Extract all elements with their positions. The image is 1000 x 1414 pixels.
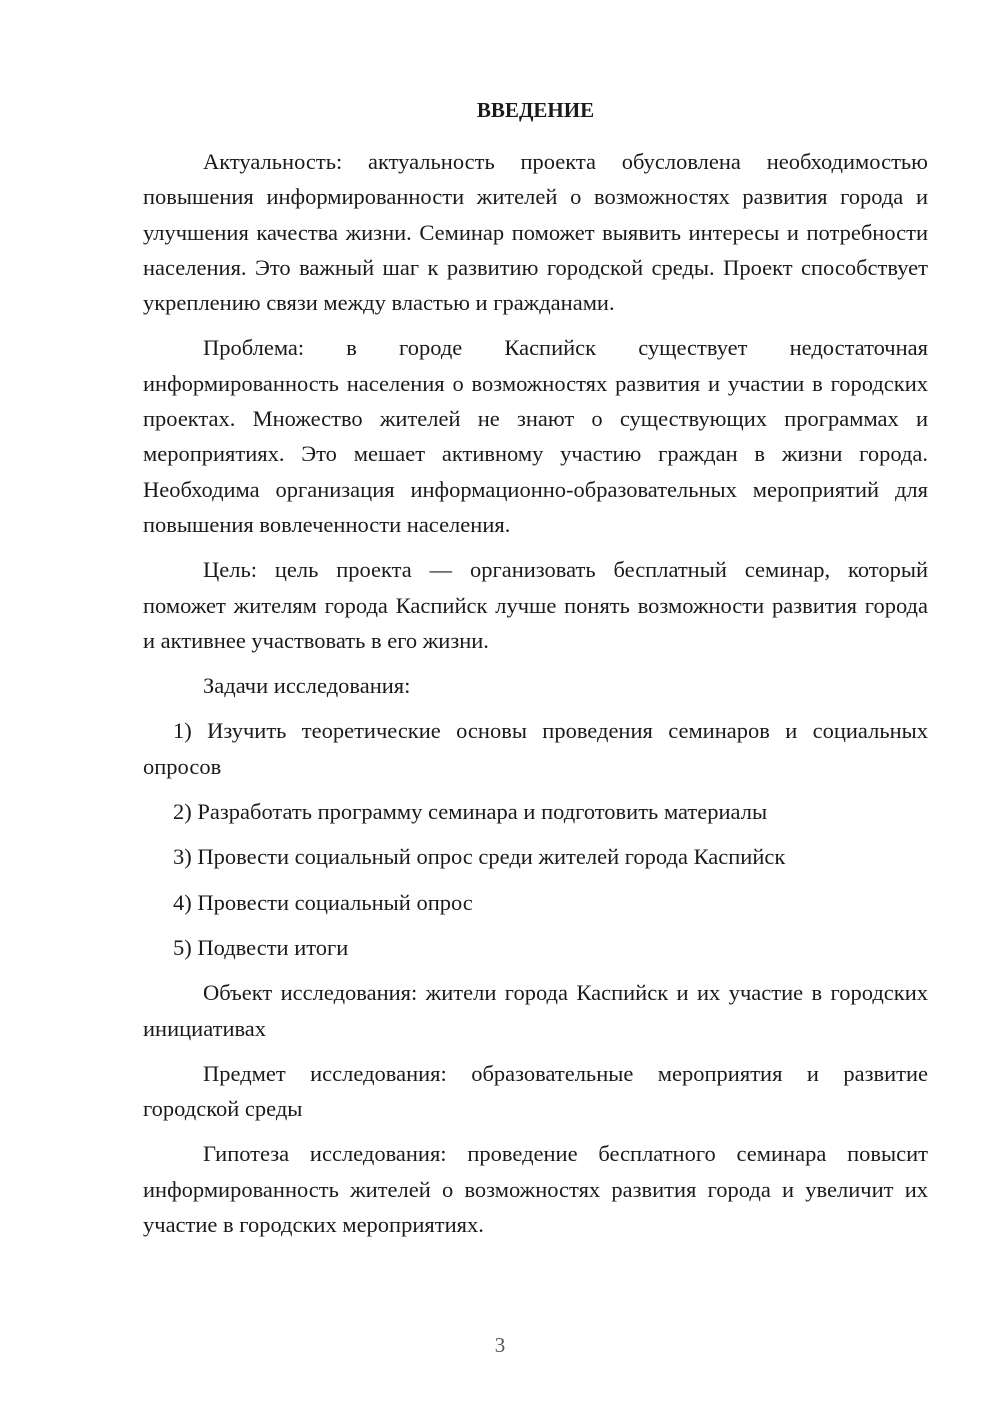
goal-paragraph: Цель: цель проекта — организовать бесплатный семинар, который поможет жителям города Каспийск лучше понять возможности развития города и активнее участвовать в его жизни. <box>143 557 928 653</box>
subject-paragraph: Предмет исследования: образовательные мероприятия и развитие городской среды <box>143 1060 928 1122</box>
task-item-2: 2) Разработать программу семинара и подготовить материалы <box>173 799 768 825</box>
object-paragraph: Объект исследования: жители города Каспийск и их участие в городских инициативах <box>143 980 928 1041</box>
section-title: ВВЕДЕНИЕ <box>476 98 595 122</box>
relevance-paragraph: Актуальность: актуальность проекта обусловлена необходимостью повышения информированности жителей о возможностях развития города и улучшения качества жизни. Семинар поможет выявить интересы и потребности населения. Это важный шаг к развитию городской среды. Проект способствует укреплению связи между властью и гражданами. <box>143 149 928 316</box>
tasks-heading: Задачи исследования: <box>203 673 411 699</box>
task-item-3: 3) Провести социальный опрос среди жителей города Каспийск <box>173 844 786 870</box>
task-item-5: 5) Подвести итоги <box>173 934 349 960</box>
page-number: 3 <box>494 1333 506 1357</box>
task-item-4: 4) Провести социальный опрос <box>173 889 473 915</box>
hypothesis-paragraph: Гипотеза исследования: проведение бесплатного семинара повысит информированность жителей о возможностях развития города и увеличит их участие в городских мероприятиях. <box>143 1141 928 1238</box>
problem-paragraph: Проблема: в городе Каспийск существует недостаточная информированность населения о возможностях развития и участии в городских проектах. Множество жителей не знают о существующих программах и мероприятиях. Это мешает активному участию граждан в жизни города. Необходима организация информационно-образовательных мероприятий для повышения вовлеченности населения. <box>143 335 928 537</box>
document-body <box>143 92 928 1252</box>
task-item-1: 1) Изучить теоретические основы проведения семинаров и социальных опросов <box>143 718 928 779</box>
